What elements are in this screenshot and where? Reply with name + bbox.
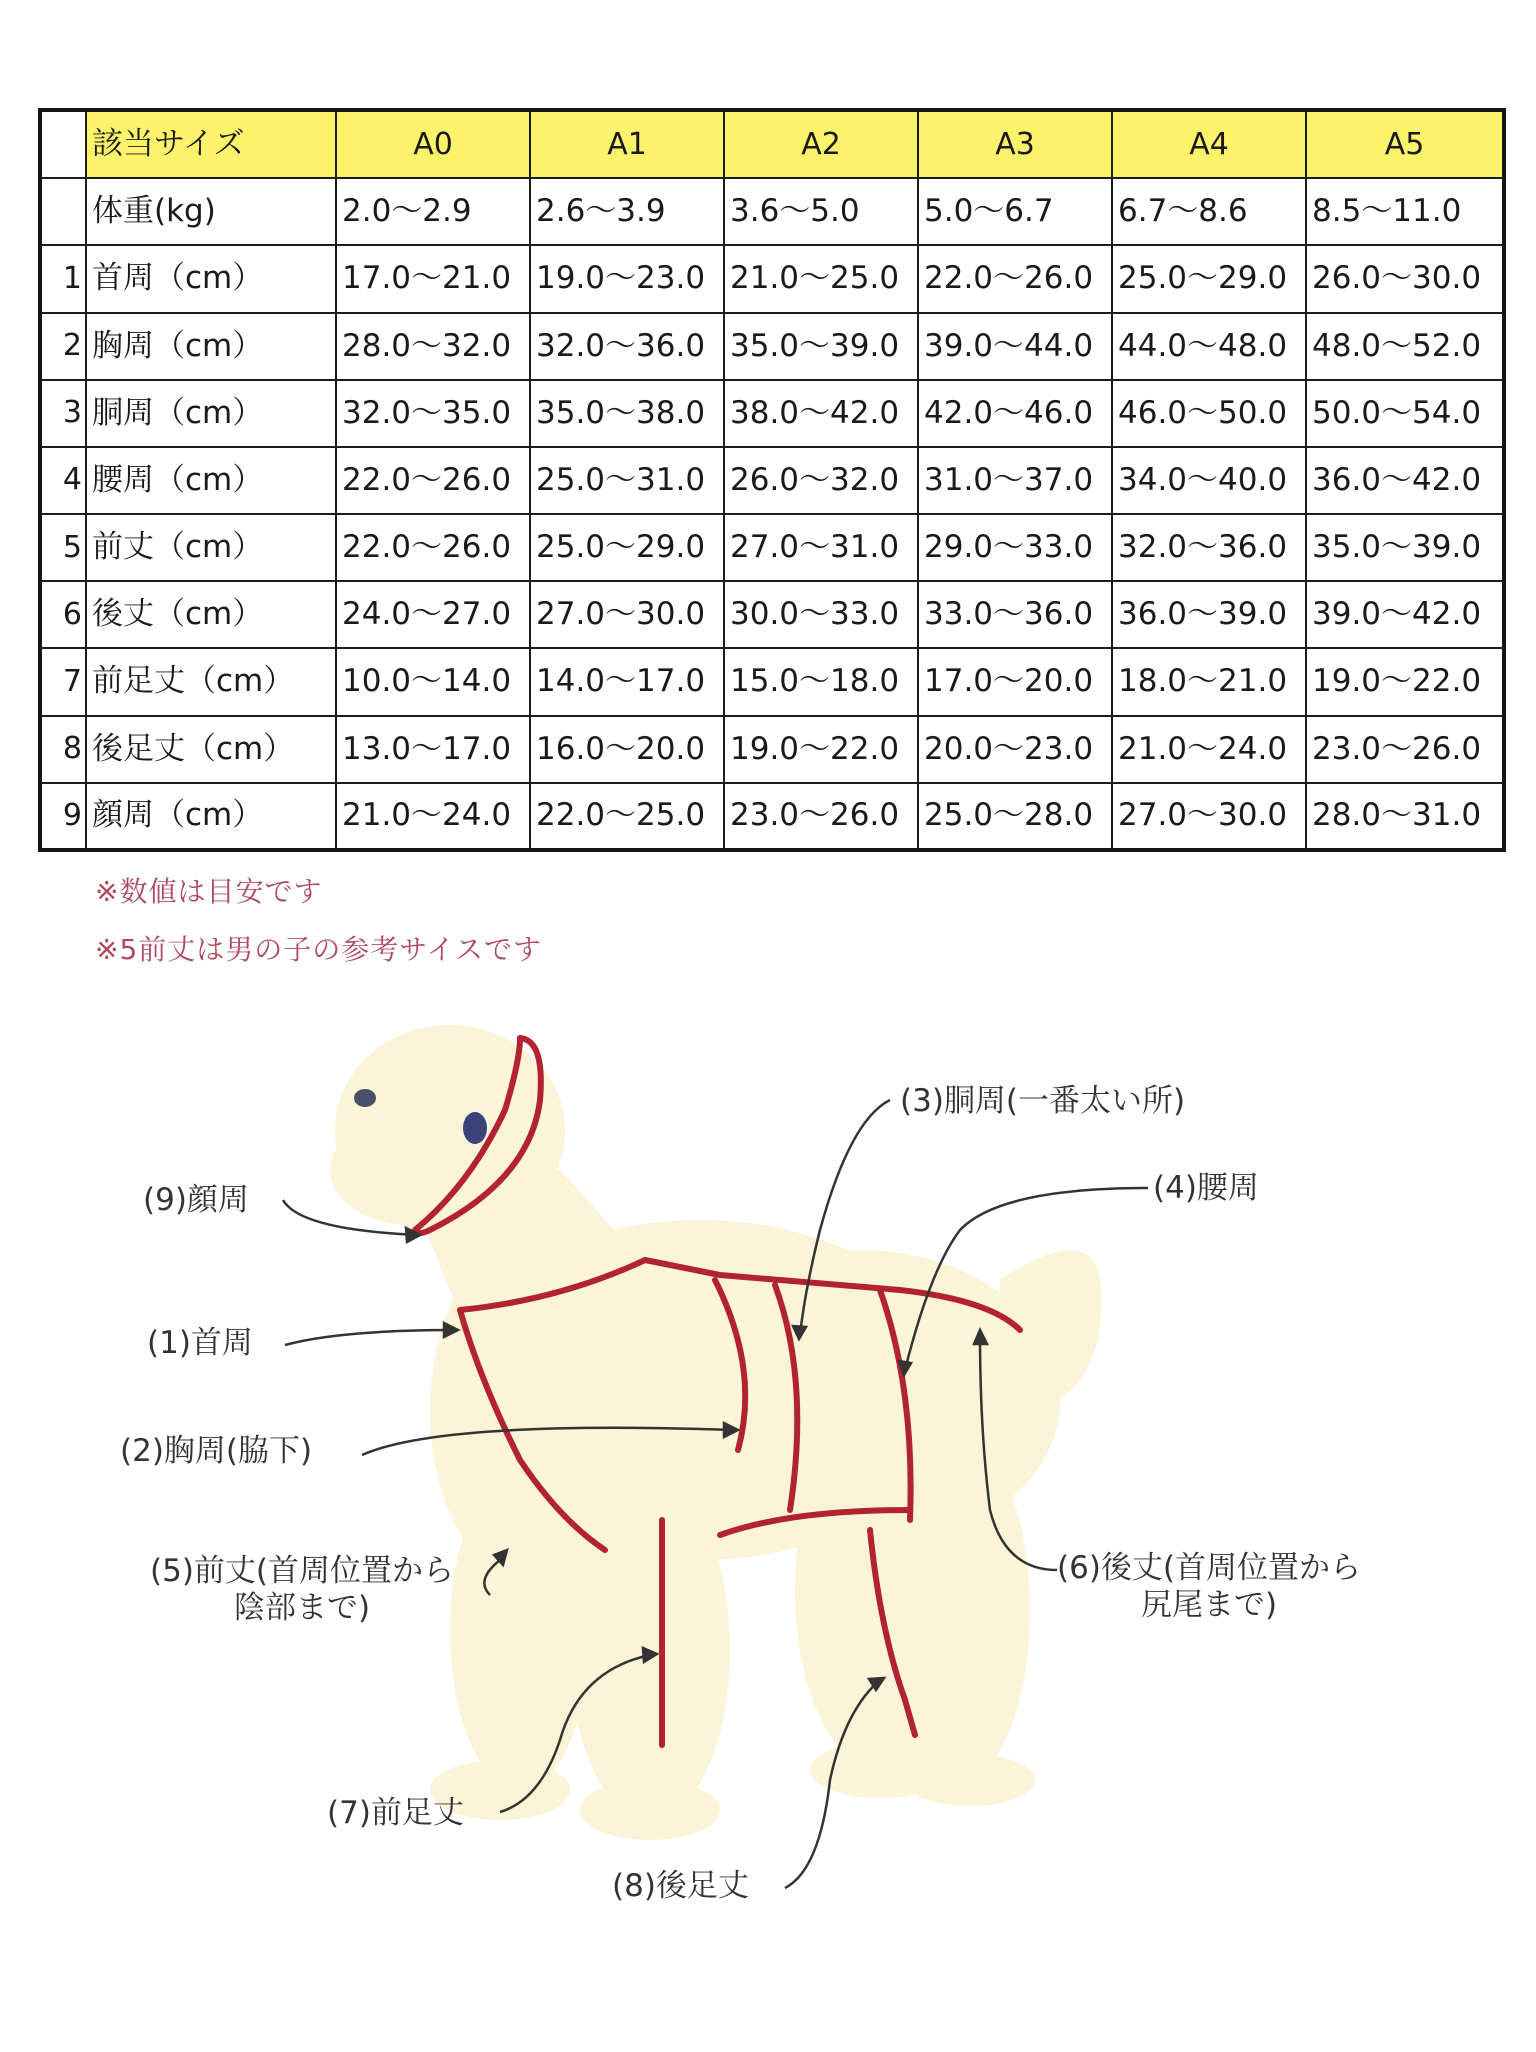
row-label: 後足丈（cm） [86, 716, 336, 783]
size-value-cell: 46.0〜50.0 [1112, 380, 1306, 447]
size-value-cell: 19.0〜23.0 [530, 245, 724, 312]
size-value-cell: 50.0〜54.0 [1306, 380, 1504, 447]
size-value-cell: 25.0〜28.0 [918, 783, 1112, 850]
size-header: A5 [1306, 110, 1504, 178]
size-header: A4 [1112, 110, 1306, 178]
size-value-cell: 5.0〜6.7 [918, 178, 1112, 245]
size-value-cell: 36.0〜39.0 [1112, 581, 1306, 648]
size-value-cell: 19.0〜22.0 [1306, 648, 1504, 715]
row-label: 胸周（cm） [86, 313, 336, 380]
size-value-cell: 15.0〜18.0 [724, 648, 918, 715]
size-value-cell: 21.0〜24.0 [336, 783, 530, 850]
callout-front-leg-length: (7)前足丈 [327, 1795, 464, 1831]
callout-front-length [150, 1553, 454, 1627]
size-value-cell: 22.0〜26.0 [336, 514, 530, 581]
size-value-cell: 18.0〜21.0 [1112, 648, 1306, 715]
row-label: 腰周（cm） [86, 447, 336, 514]
size-header: A0 [336, 110, 530, 178]
dog-silhouette [330, 1025, 1101, 1840]
size-value-cell: 33.0〜36.0 [918, 581, 1112, 648]
size-value-cell: 35.0〜39.0 [724, 313, 918, 380]
dog-nose-icon [354, 1089, 376, 1107]
row-label: 胴周（cm） [86, 380, 336, 447]
row-number: 9 [40, 783, 86, 850]
callout-chest-girth: (2)胸周(脇下) [120, 1433, 313, 1469]
size-value-cell: 13.0〜17.0 [336, 716, 530, 783]
size-value-cell: 36.0〜42.0 [1306, 447, 1504, 514]
callout-back-length-line1: (6)後丈(首周位置から [1057, 1550, 1362, 1586]
callout-back-length-line2: 尻尾まで) [1140, 1587, 1278, 1624]
size-value-cell: 39.0〜44.0 [918, 313, 1112, 380]
table-row [40, 447, 1504, 514]
size-value-cell: 31.0〜37.0 [918, 447, 1112, 514]
size-value-cell: 17.0〜21.0 [336, 245, 530, 312]
size-value-cell: 27.0〜31.0 [724, 514, 918, 581]
row-number: 8 [40, 716, 86, 783]
size-value-cell: 24.0〜27.0 [336, 581, 530, 648]
size-value-cell: 25.0〜31.0 [530, 447, 724, 514]
size-value-cell: 10.0〜14.0 [336, 648, 530, 715]
size-value-cell: 30.0〜33.0 [724, 581, 918, 648]
size-value-cell: 2.6〜3.9 [530, 178, 724, 245]
callout-waist-girth: (4)腰周 [1153, 1170, 1259, 1206]
size-value-cell: 27.0〜30.0 [530, 581, 724, 648]
size-value-cell: 17.0〜20.0 [918, 648, 1112, 715]
size-value-cell: 35.0〜39.0 [1306, 514, 1504, 581]
row-number: 2 [40, 313, 86, 380]
size-value-cell: 39.0〜42.0 [1306, 581, 1504, 648]
row-number: 4 [40, 447, 86, 514]
size-value-cell: 34.0〜40.0 [1112, 447, 1306, 514]
size-header: A1 [530, 110, 724, 178]
callout-face-girth: (9)顔周 [143, 1182, 249, 1218]
size-value-cell: 22.0〜25.0 [530, 783, 724, 850]
size-value-cell: 26.0〜32.0 [724, 447, 918, 514]
size-chart-table [38, 108, 1506, 852]
dog-measurement-diagram [0, 990, 1536, 2048]
size-value-cell: 32.0〜36.0 [530, 313, 724, 380]
dog-illustration [0, 990, 1536, 2048]
size-value-cell: 23.0〜26.0 [724, 783, 918, 850]
row-number: 7 [40, 648, 86, 715]
size-header: A3 [918, 110, 1112, 178]
table-row [40, 581, 1504, 648]
callout-front-length-line2: 陰部まで) [233, 1590, 371, 1627]
callout-trunk-girth: (3)胴周(一番太い所) [900, 1083, 1186, 1119]
size-value-cell: 28.0〜31.0 [1306, 783, 1504, 850]
size-value-cell: 3.6〜5.0 [724, 178, 918, 245]
size-value-cell: 26.0〜30.0 [1306, 245, 1504, 312]
corner-label: 該当サイズ [86, 110, 336, 178]
table-row [40, 380, 1504, 447]
size-value-cell: 6.7〜8.6 [1112, 178, 1306, 245]
row-number: 5 [40, 514, 86, 581]
size-value-cell: 44.0〜48.0 [1112, 313, 1306, 380]
row-label: 前丈（cm） [86, 514, 336, 581]
size-value-cell: 21.0〜25.0 [724, 245, 918, 312]
table-row [40, 716, 1504, 783]
size-value-cell: 8.5〜11.0 [1306, 178, 1504, 245]
size-value-cell: 2.0〜2.9 [336, 178, 530, 245]
callout-hind-leg-length: (8)後足丈 [612, 1868, 749, 1904]
table-row [40, 245, 1504, 312]
callout-neck-girth: (1)首周 [147, 1325, 253, 1361]
row-number: 1 [40, 245, 86, 312]
neck-arrow [285, 1330, 455, 1345]
size-value-cell: 20.0〜23.0 [918, 716, 1112, 783]
size-value-cell: 35.0〜38.0 [530, 380, 724, 447]
row-number: 6 [40, 581, 86, 648]
row-number [40, 178, 86, 245]
size-value-cell: 25.0〜29.0 [1112, 245, 1306, 312]
table-row [40, 514, 1504, 581]
size-value-cell: 38.0〜42.0 [724, 380, 918, 447]
note-guideline: ※数値は目安です [95, 875, 323, 908]
size-value-cell: 22.0〜26.0 [918, 245, 1112, 312]
table-header-row [40, 110, 1504, 178]
size-value-cell: 19.0〜22.0 [724, 716, 918, 783]
size-value-cell: 14.0〜17.0 [530, 648, 724, 715]
table-row [40, 313, 1504, 380]
row-label: 首周（cm） [86, 245, 336, 312]
table-row [40, 648, 1504, 715]
dog-eye-icon [463, 1112, 487, 1144]
size-value-cell: 25.0〜29.0 [530, 514, 724, 581]
size-value-cell: 48.0〜52.0 [1306, 313, 1504, 380]
callout-front-length-line1: (5)前丈(首周位置から [150, 1553, 455, 1589]
size-value-cell: 29.0〜33.0 [918, 514, 1112, 581]
header-num-cell [40, 110, 86, 178]
size-value-cell: 22.0〜26.0 [336, 447, 530, 514]
row-label: 前足丈（cm） [86, 648, 336, 715]
row-label: 体重(kg) [86, 178, 336, 245]
size-value-cell: 16.0〜20.0 [530, 716, 724, 783]
size-header: A2 [724, 110, 918, 178]
size-value-cell: 32.0〜36.0 [1112, 514, 1306, 581]
size-value-cell: 23.0〜26.0 [1306, 716, 1504, 783]
size-value-cell: 27.0〜30.0 [1112, 783, 1306, 850]
size-value-cell: 42.0〜46.0 [918, 380, 1112, 447]
size-value-cell: 32.0〜35.0 [336, 380, 530, 447]
row-label: 後丈（cm） [86, 581, 336, 648]
size-value-cell: 28.0〜32.0 [336, 313, 530, 380]
table-row [40, 178, 1504, 245]
note-front-length: ※5前丈は男の子の参考サイスです [95, 933, 543, 966]
size-value-cell: 21.0〜24.0 [1112, 716, 1306, 783]
row-number: 3 [40, 380, 86, 447]
row-label: 顔周（cm） [86, 783, 336, 850]
callout-back-length [1057, 1550, 1361, 1624]
table-row [40, 783, 1504, 850]
